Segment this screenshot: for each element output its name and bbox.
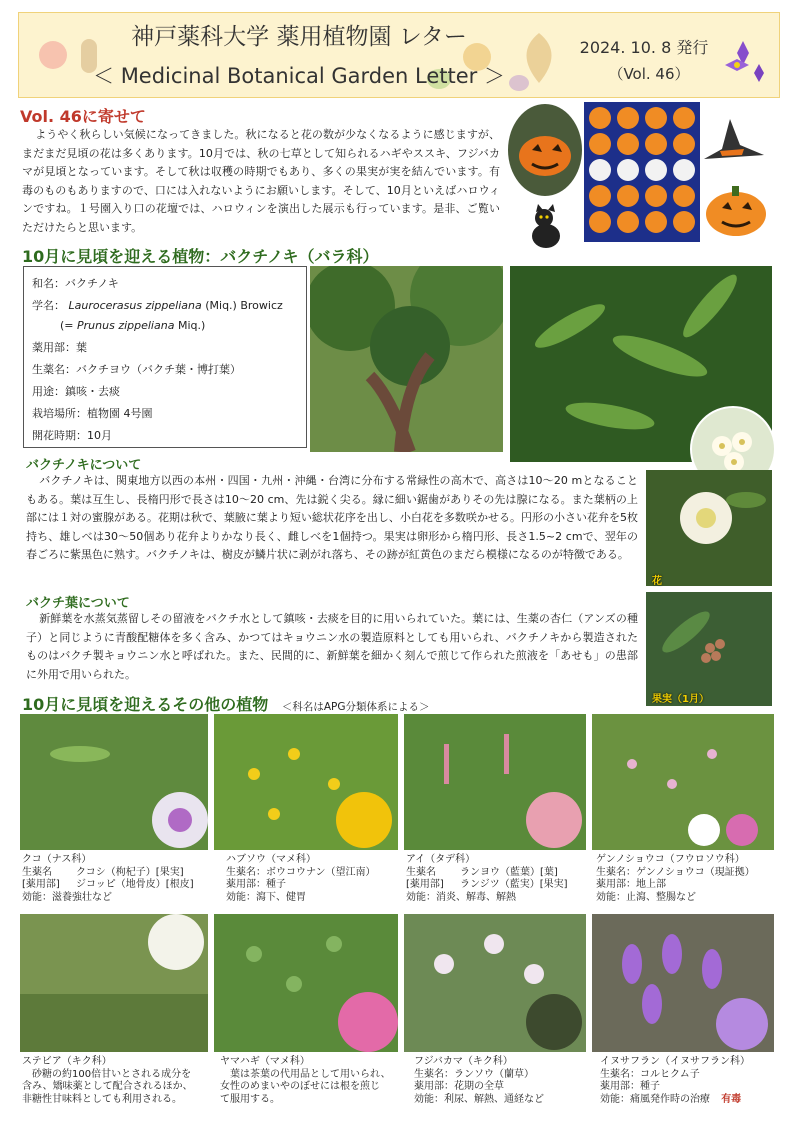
scientific-name: Laurocerasus zippeliana xyxy=(68,299,202,312)
plant-info-box xyxy=(23,266,307,448)
lantern-mark xyxy=(589,107,611,129)
kuko-effect: 効能：滋養強壮など xyxy=(22,892,112,903)
lantern-mark xyxy=(645,159,667,181)
ai-label2: [薬用部] xyxy=(406,879,444,890)
inusafuran-photo xyxy=(592,914,774,1052)
fujibakama-caption xyxy=(414,1056,544,1106)
synonym-row xyxy=(60,319,205,332)
yamahagi-desc2: 女性のめまいやのぼせには根を煎じ xyxy=(220,1081,380,1092)
lantern-mark xyxy=(645,133,667,155)
yamahagi-desc3: て服用する。 xyxy=(220,1093,280,1105)
issue-volume: （Vol. 46） xyxy=(608,65,690,83)
lantern-mark xyxy=(589,159,611,181)
stevia-desc2: 含み、矯味薬として配合されるほか、 xyxy=(22,1081,193,1092)
leaf-title: バクチ葉について xyxy=(26,596,130,611)
kuko-label1: 生薬名 xyxy=(22,867,52,878)
habusou-drug: 生薬名：ボウコウナン（望江南） xyxy=(226,866,376,878)
gennoshouko-effect: 効能：止瀉、整腸など xyxy=(596,891,696,903)
inusafuran-part: 薬用部：種子 xyxy=(600,1081,660,1092)
header-banner xyxy=(18,12,780,98)
lantern-mark xyxy=(645,185,667,207)
scientific-label: 学名： xyxy=(32,299,65,312)
pumpkin-icon xyxy=(702,178,770,240)
japanese-name: 和名：バクチノキ xyxy=(32,277,119,290)
lantern-mark xyxy=(645,211,667,233)
lantern-mark xyxy=(589,211,611,233)
cultivation-location: 栽培場所：植物園 4号園 xyxy=(32,407,153,420)
jack-o-lantern-display-photo xyxy=(584,102,700,242)
ai-effect: 効能：消炎、解毒、解熱 xyxy=(406,892,516,903)
inusafuran-name: イヌサフラン（イヌサフラン科） xyxy=(600,1056,750,1067)
about-text: バクチノキは、関東地方以西の本州・四国・九州・沖縄・台湾に分布する常緑性の高木で、高さは10～20 mとなることもある。葉は互生し、長楕円形で長さは10～20 cm、先は鋭く尖る。縁に細い鋸歯がありその先は腺になる。また葉柄の上部には１対の蜜腺がある。花期は秋で、葉腋に葉より短い総状花序を出し、小白花を多数咲かせる。円形の小さい花弁を5枚持ち、雄しべは30～50個あり花弁よりかなり長く、雌しべを1個持つ。果実は卵形から楕円形、長さ1.5~2 cmで、翌年の春ごろに紫黒色に熟す。バクチノキは、樹皮が鱗片状に剥がれ落ち、その跡が紅黄色のまだら模様になるのが特徴である。 xyxy=(26,474,638,561)
ai-caption xyxy=(406,854,568,903)
lantern-mark xyxy=(589,133,611,155)
kuko-drug1: クコシ（枸杞子）[果実] xyxy=(76,867,184,878)
feature-title: 10月に見頃を迎える植物：バクチノキ（バラ科） xyxy=(22,247,379,266)
fujibakama-drug: 生薬名：ランソウ（蘭草） xyxy=(414,1068,534,1080)
scientific-author: (Miq.) Browicz xyxy=(205,299,283,312)
ai-drug1: ランヨウ（藍葉）[葉] xyxy=(460,867,558,878)
toxic-warning: 有毒 xyxy=(721,1093,742,1105)
lantern-mark xyxy=(589,185,611,207)
kuko-label2: [薬用部] xyxy=(22,879,60,890)
usage: 用途：鎮咳・去痰 xyxy=(32,385,120,398)
stevia-desc3: 非糖性甘味料としても利用される。 xyxy=(22,1093,182,1105)
stevia-desc1: 砂糖の約100倍甘いとされる成分を xyxy=(22,1068,192,1080)
stevia-name: ステビア（キク科） xyxy=(22,1056,112,1067)
lantern-mark xyxy=(673,185,695,207)
bakuchinoki-fruit-photo xyxy=(646,592,772,706)
kuko-name: クコ（ナス科） xyxy=(22,854,92,865)
lantern-mark xyxy=(645,107,667,129)
ai-label1: 生薬名 xyxy=(406,867,436,878)
witch-hat-icon xyxy=(700,115,768,167)
stevia-caption xyxy=(22,1056,193,1106)
newsletter-title: 神戸薬科大学 薬用植物園 レター xyxy=(131,24,467,50)
kuko-drug2: ジコッピ（地骨皮）[根皮] xyxy=(76,879,194,890)
habusou-name: ハブソウ（マメ科） xyxy=(226,854,316,865)
lantern-mark xyxy=(673,159,695,181)
gennoshouko-part: 薬用部：地上部 xyxy=(596,879,666,890)
gennoshouko-drug: 生薬名：ゲンノショウコ（現証拠） xyxy=(596,866,755,878)
lantern-mark xyxy=(617,159,639,181)
fujibakama-photo xyxy=(404,914,586,1052)
lantern-mark xyxy=(617,185,639,207)
yamahagi-name: ヤマハギ（マメ科） xyxy=(220,1056,310,1067)
lantern-mark xyxy=(673,133,695,155)
intro-text: ようやく秋らしい気候になってきました。秋になると花の数が少なくなるように感じますが、まだまだ見頃の花は多くあります。10月では、秋の七草として知られるハギやススキ、フジバカマが見頃となっています。そして秋は収穫の時期でもあり、多くの果実が実を結んでいます。有毒のものもありますので、口には入れないようにお願いします。そして、10月といえばハロウィンですね。１号園入り口の花壇では、ハロウィンを演出した展示も行っています。是非、ご覧いただけたらと思います。 xyxy=(22,128,500,234)
flower-label: 花 xyxy=(652,576,662,587)
kuko-caption xyxy=(22,854,194,903)
synonym-open: (= xyxy=(60,319,78,332)
inusafuran-caption xyxy=(600,1056,750,1106)
ai-drug2: ランジツ（藍実）[果実] xyxy=(460,879,568,890)
lantern-mark xyxy=(673,107,695,129)
fujibakama-name: フジバカマ（キク科） xyxy=(414,1056,513,1067)
bakuchinoki-tree-photo xyxy=(310,266,503,452)
about-title: バクチノキについて xyxy=(26,458,142,473)
inusafuran-drug: 生薬名：コルヒクム子 xyxy=(600,1068,700,1080)
yamahagi-photo xyxy=(214,914,398,1052)
gennoshouko-name: ゲンノショウコ（フウロソウ科） xyxy=(596,854,745,865)
classification-note: ＜科名はAPG分類体系による＞ xyxy=(281,701,430,713)
black-cat-icon xyxy=(524,200,570,250)
fruit-label: 果実（1月） xyxy=(652,694,709,705)
ai-name: アイ（タデ科） xyxy=(406,854,476,865)
medicinal-part: 薬用部：葉 xyxy=(32,341,87,354)
ai-photo xyxy=(404,714,586,850)
habusou-caption xyxy=(226,854,376,904)
crude-drug-name: 生薬名：バクチヨウ（バクチ葉・博打葉） xyxy=(32,363,241,376)
others-heading: 10月に見頃を迎えるその他の植物 xyxy=(22,695,269,714)
yamahagi-desc1: 葉は茶葉の代用品として用いられ、 xyxy=(220,1068,391,1080)
gennoshouko-caption xyxy=(596,854,755,904)
habusou-part: 薬用部：種子 xyxy=(226,879,286,890)
intro-title: Vol. 46に寄せて xyxy=(20,107,146,126)
kuko-photo xyxy=(20,714,208,850)
bakuchinoki-flower-photo xyxy=(646,470,772,586)
lantern-mark xyxy=(673,211,695,233)
leaf-text: 新鮮葉を水蒸気蒸留しその留液をバクチ水として鎮咳・去痰を目的に用いられていた。葉には、生薬の杏仁（アンズの種子）と同じように青酸配糖体を多く含み、かつてはキョウニン水の製造原料としても用いられ、バクチノキから製造されたものはバクチ製キョウニン水と呼ばれた。また、民間的に、新鮮葉を細かく刻んで煎じて作られた煎液を「あせも」の患部に外用で用いられた。 xyxy=(26,612,638,681)
gennoshouko-photo xyxy=(592,714,774,850)
fujibakama-part: 薬用部：花期の全草 xyxy=(414,1081,504,1092)
habusou-effect: 効能：瀉下、健胃 xyxy=(226,891,306,903)
inusafuran-effect-row xyxy=(600,1094,750,1107)
lantern-mark xyxy=(617,107,639,129)
lantern-mark xyxy=(617,133,639,155)
halloween-pumpkin-photo xyxy=(508,104,582,196)
lantern-mark xyxy=(617,211,639,233)
issue-date: 2024. 10. 8 発行 xyxy=(579,38,709,57)
stevia-photo xyxy=(20,914,208,1052)
habusou-photo xyxy=(214,714,398,850)
synonym-name: Prunus zippeliana xyxy=(77,319,175,332)
inusafuran-effect: 効能：痛風発作時の治療 xyxy=(600,1093,710,1105)
scientific-name-row xyxy=(32,297,283,313)
flowering-period: 開花時期：10月 xyxy=(32,429,112,442)
others-title xyxy=(22,692,430,715)
fujibakama-effect: 効能：利尿、解熱、通経など xyxy=(414,1093,544,1105)
newsletter-subtitle: ＜ Medicinal Botanical Garden Letter ＞ xyxy=(93,64,505,88)
yamahagi-caption xyxy=(220,1056,391,1106)
synonym-close: Miq.) xyxy=(177,319,206,332)
